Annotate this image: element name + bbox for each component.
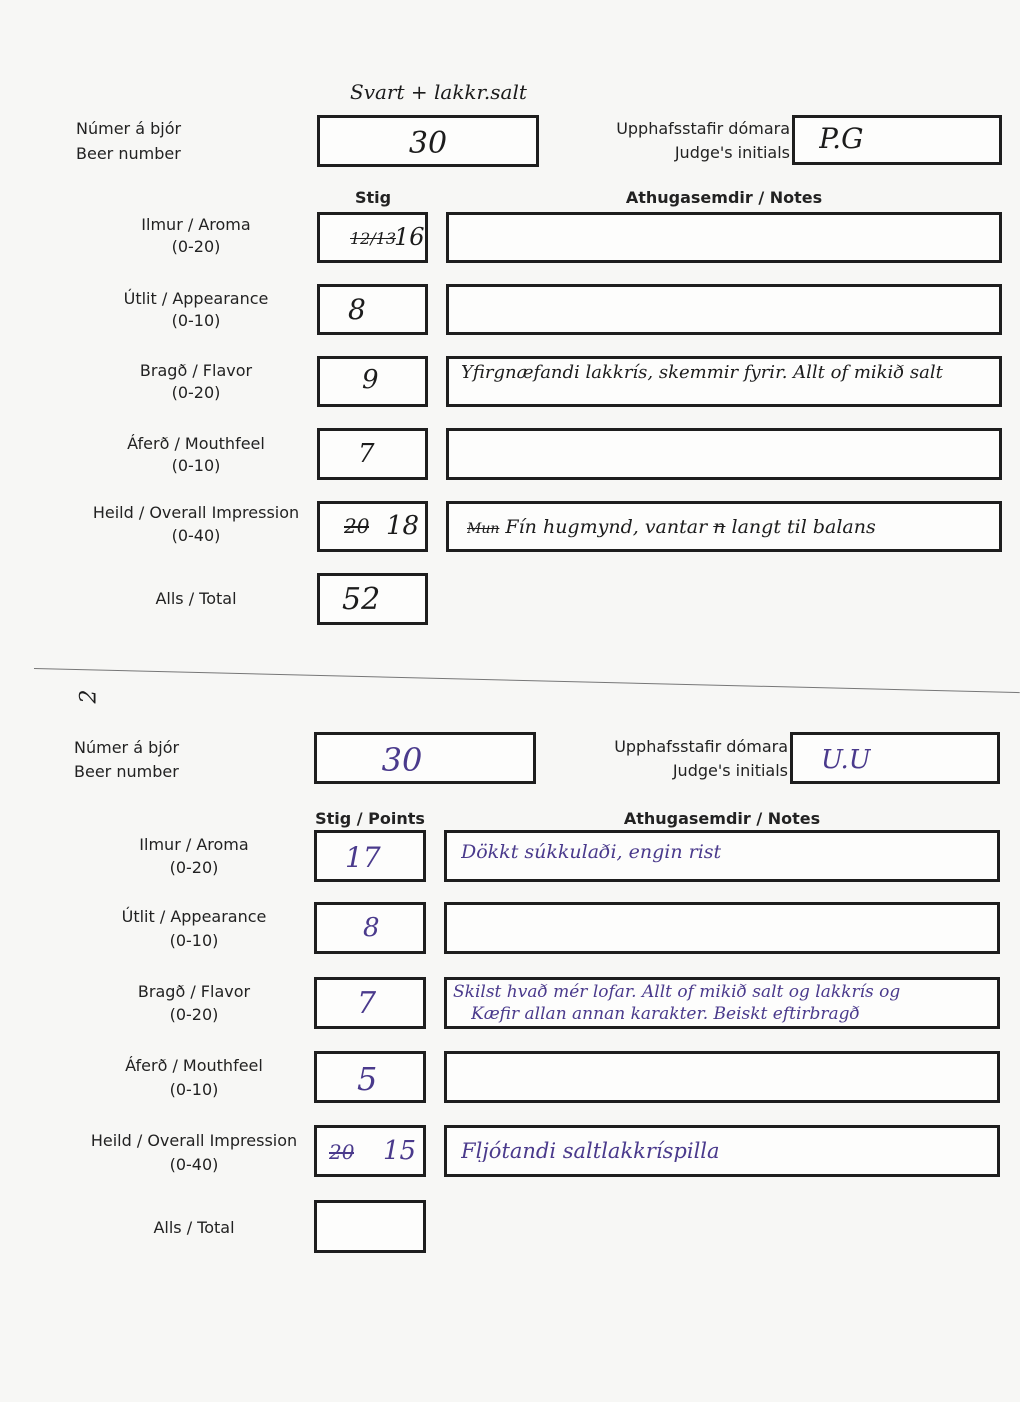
overall-score-field[interactable] [317, 501, 428, 552]
sheet-divider [34, 668, 1020, 693]
overall-score-field-2[interactable] [314, 1125, 426, 1177]
appearance-range: (0-10) [171, 311, 221, 330]
judge-initials-value: P.G [819, 122, 864, 155]
flavor-note-2: Skilst hvað mér lofar. Allt of mikið salt og lakkrís og [453, 982, 901, 1002]
overall-struck-score: 20 [344, 514, 370, 538]
appearance-notes-field[interactable] [446, 284, 1002, 335]
points-header: Stig [354, 188, 392, 207]
mouthfeel-score-value-2: 5 [357, 1060, 378, 1098]
appearance-label-2: Útlit / Appearance [121, 907, 267, 926]
mouthfeel-score-value: 7 [358, 439, 375, 469]
appearance-range-2: (0-10) [169, 931, 219, 950]
beer-number-field-2[interactable] [314, 732, 536, 784]
mouthfeel-label-2: Áferð / Mouthfeel [125, 1056, 263, 1075]
overall-label-2: Heild / Overall Impression [90, 1131, 298, 1150]
aroma-struck-score: 12/13 [350, 229, 397, 248]
appearance-label: Útlit / Appearance [123, 289, 269, 308]
flavor-score-value: 9 [362, 365, 379, 395]
flavor-score-field[interactable] [317, 356, 428, 407]
beer-number-label-is-2: Númer á bjór [74, 738, 180, 757]
appearance-score-value: 8 [348, 293, 366, 326]
appearance-score-field[interactable] [317, 284, 428, 335]
aroma-score-value: 16 [394, 223, 425, 251]
overall-range-2: (0-40) [169, 1155, 219, 1174]
overall-note-2: Fljótandi saltlakkríspilla [461, 1140, 720, 1162]
flavor-score-value-2: 7 [357, 986, 377, 1021]
flavor-label-2: Bragð / Flavor [137, 982, 251, 1001]
mouthfeel-score-field[interactable] [317, 428, 428, 480]
overall-note-end: langt til balans [731, 516, 876, 538]
flavor-note-2-line2: Kæfir allan annan karakter. Beiskt eftirbragð [471, 1004, 860, 1024]
points-header-2: Stig / Points [315, 809, 425, 828]
judge-label-is: Upphafsstafir dómara [616, 119, 790, 138]
total-label-2: Alls / Total [153, 1218, 235, 1237]
total-field-2[interactable] [314, 1200, 426, 1253]
flavor-range: (0-20) [171, 383, 221, 402]
aroma-score-value-2: 17 [345, 841, 381, 874]
flavor-score-field-2[interactable] [314, 977, 426, 1029]
handwritten-style-note: Svart + lakkr.salt [350, 80, 527, 104]
mouthfeel-range: (0-10) [171, 456, 221, 475]
overall-notes-field[interactable] [446, 501, 1002, 552]
total-label: Alls / Total [155, 589, 237, 608]
notes-header-2: Athugasemdir / Notes [623, 809, 821, 828]
aroma-score-field[interactable] [317, 212, 428, 263]
flavor-notes-field[interactable] [446, 356, 1002, 407]
judge-label-is-2: Upphafsstafir dómara [614, 737, 788, 756]
beer-number-field[interactable] [317, 115, 539, 167]
beer-number-value: 30 [408, 126, 448, 161]
overall-score-value: 18 [386, 511, 420, 541]
appearance-score-field-2[interactable] [314, 902, 426, 954]
mouthfeel-label: Áferð / Mouthfeel [127, 434, 265, 453]
total-field[interactable] [317, 573, 428, 625]
aroma-range-2: (0-20) [169, 858, 219, 877]
flavor-label: Bragð / Flavor [139, 361, 253, 380]
overall-note-text: Fín hugmynd, vantar [505, 516, 708, 538]
aroma-notes-field[interactable] [446, 212, 1002, 263]
aroma-range: (0-20) [171, 237, 221, 256]
beer-number-value-2: 30 [381, 741, 423, 779]
overall-note-line [467, 516, 876, 540]
judge-label-en-2: Judge's initials [672, 761, 788, 780]
overall-score-value-2: 15 [383, 1136, 417, 1166]
overall-note-struck-2: n [713, 516, 726, 538]
notes-header: Athugasemdir / Notes [625, 188, 823, 207]
overall-notes-field-2[interactable] [444, 1125, 1000, 1177]
overall-range: (0-40) [171, 526, 221, 545]
judge-initials-field-2[interactable] [790, 732, 1000, 784]
beer-number-label-en: Beer number [76, 144, 181, 163]
judge-initials-field[interactable] [792, 115, 1002, 165]
flavor-note: Yfirgnæfandi lakkrís, skemmir fyrir. Allt of mikið salt [461, 363, 943, 382]
aroma-label: Ilmur / Aroma [141, 215, 251, 234]
aroma-note-2: Dökkt súkkulaði, engin rist [461, 841, 722, 863]
flavor-range-2: (0-20) [169, 1005, 219, 1024]
overall-struck-score-2: 20 [329, 1140, 355, 1164]
aroma-score-field-2[interactable] [314, 830, 426, 882]
appearance-score-value-2: 8 [363, 913, 380, 943]
mouthfeel-range-2: (0-10) [169, 1080, 219, 1099]
mouthfeel-score-field-2[interactable] [314, 1051, 426, 1103]
beer-number-label-en-2: Beer number [74, 762, 179, 781]
judge-initials-value-2: U.U [821, 745, 871, 775]
beer-number-label-is: Númer á bjór [76, 119, 182, 138]
mouthfeel-notes-field[interactable] [446, 428, 1002, 480]
aroma-notes-field-2[interactable] [444, 830, 1000, 882]
total-value: 52 [342, 582, 381, 617]
judge-label-en: Judge's initials [674, 143, 790, 162]
aroma-label-2: Ilmur / Aroma [139, 835, 249, 854]
overall-note-struck: Mun [467, 521, 500, 537]
appearance-notes-field-2[interactable] [444, 902, 1000, 954]
overall-label: Heild / Overall Impression [92, 503, 300, 522]
mouthfeel-notes-field-2[interactable] [444, 1051, 1000, 1103]
flavor-notes-field-2[interactable] [444, 977, 1000, 1029]
corner-mark: 2 [76, 689, 102, 704]
